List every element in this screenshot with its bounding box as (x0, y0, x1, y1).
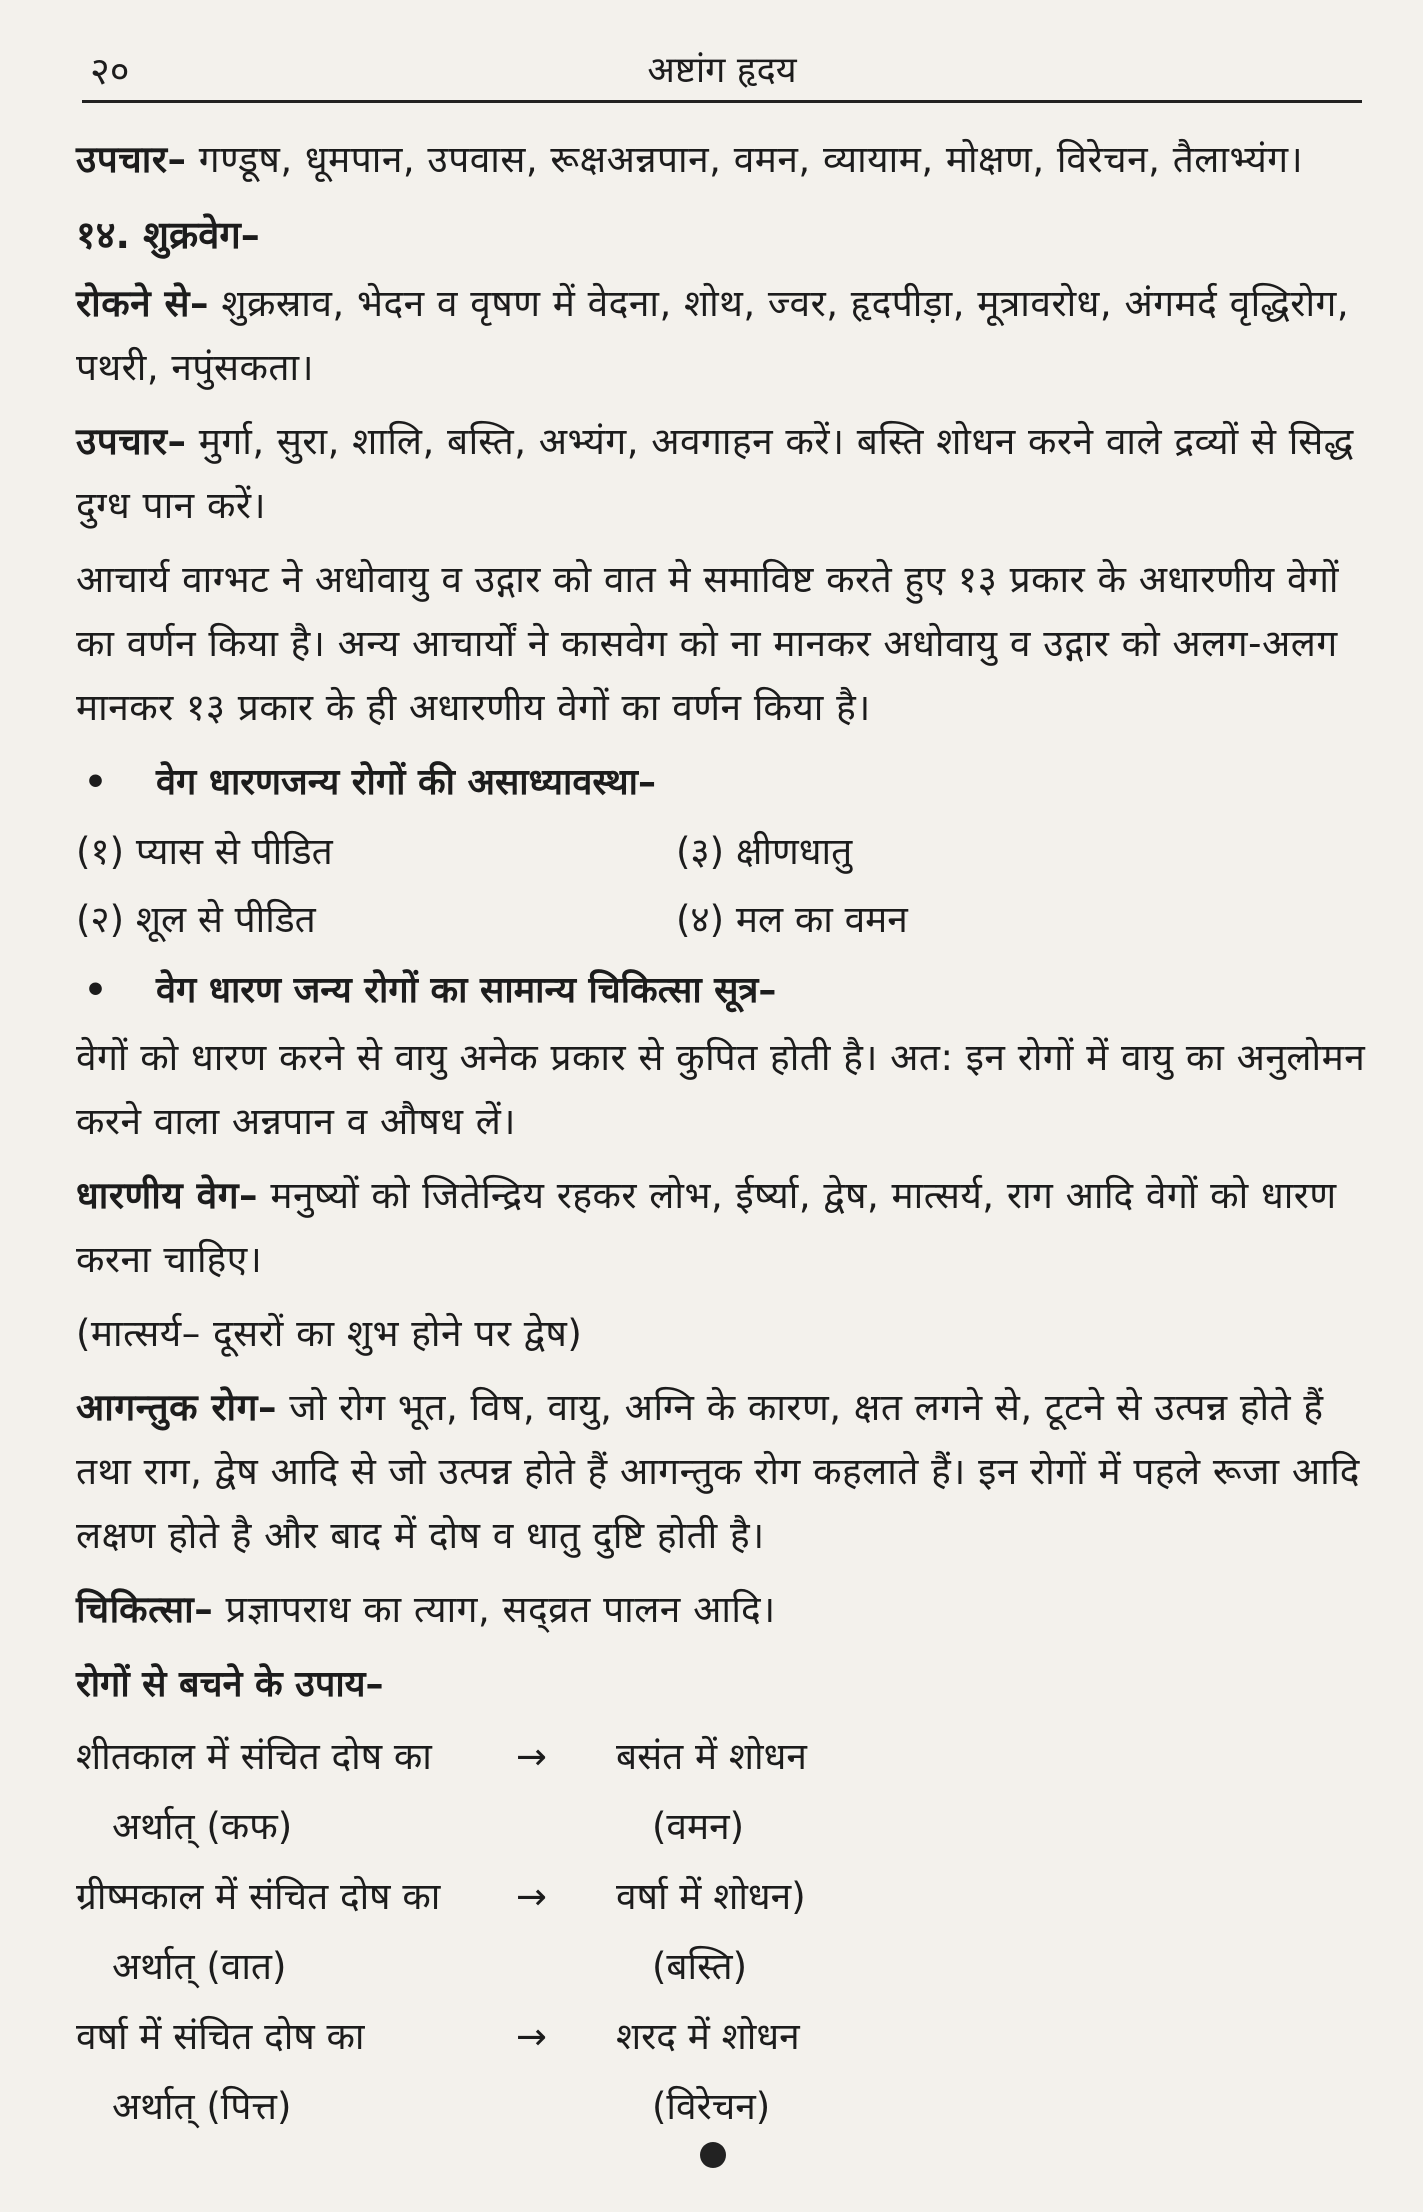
bullet-icon: • (84, 970, 108, 1011)
matsarya-note: (मात्सर्य– दूसरों का शुभ होने पर द्वेष) (76, 1312, 583, 1355)
arrow-right-icon: → (516, 1875, 548, 1918)
flow-source: वर्षा में संचित दोष का (76, 2015, 365, 2058)
list-item: (३) क्षीणधातु (676, 830, 853, 873)
flow-row (76, 1862, 1366, 1932)
flow-target: वर्षा में शोधन) (616, 1875, 806, 1918)
upchar-text-2: मुर्गा, सुरा, शालि, बस्ति, अभ्यंग, अवगाहन करें। बस्ति शोधन करने वाले द्रव्यों से सिद्ध दुग्ध पान करें। (76, 420, 1354, 527)
flow-method: (बस्ति) (652, 1945, 748, 1988)
bullet-heading-asadhya (76, 750, 1366, 816)
list-item: (४) मल का वमन (676, 898, 908, 941)
chikitsa-paragraph (76, 1578, 1366, 1642)
vayu-paragraph: वेगों को धारण करने से वायु अनेक प्रकार से कुपित होती है। अत: इन रोगों में वायु का अनुलोमन करने वाला अन्नपान व औषध लें। (76, 1036, 1366, 1143)
page-content (76, 128, 1366, 2142)
vagbhat-paragraph: आचार्य वाग्भट ने अधोवायु व उद्गार को वात मे समाविष्ट करते हुए १३ प्रकार के अधारणीय वेगों का वर्णन किया है। अन्य आचार्यों ने कासवेग को ना मानकर अधोवायु व उद्गार को अलग-अलग मानकर १३ प्रकार के ही अधारणीय वेगों का वर्णन किया है। (76, 558, 1339, 729)
flow-target: बसंत में शोधन (616, 1735, 807, 1778)
flow-source: ग्रीष्मकाल में संचित दोष का (76, 1875, 441, 1918)
agantuk-rog-text: जो रोग भूत, विष, वायु, अग्नि के कारण, क्षत लगने से, टूटने से उत्पन्न होते हैं तथा राग, द्वेष आदि से जो उत्पन्न होते हैं आगन्तुक रोग कहलाते हैं। इन रोगों में पहले रूजा आदि लक्षण होते है और बाद में दोष व धातु दुष्टि होती है। (76, 1386, 1360, 1557)
section-heading-upay: रोगों से बचने के उपाय– (76, 1664, 384, 1705)
dosha-shodhan-flow (76, 1722, 1366, 2142)
flow-source: शीतकाल में संचित दोष का (76, 1735, 432, 1778)
flow-row (76, 1792, 1366, 1862)
rokne-se-paragraph (76, 272, 1366, 400)
upchar-label: उपचार– (76, 138, 187, 181)
flow-row (76, 1722, 1366, 1792)
upchar-text: गण्डूष, धूमपान, उपवास, रूक्षअन्नपान, वमन, व्यायाम, मोक्षण, विरेचन, तैलाभ्यंग। (186, 138, 1304, 181)
flow-dosha: अर्थात् (पित्त) (112, 2085, 292, 2128)
flow-spacer (516, 1932, 616, 2002)
dharaniya-vega-label: धारणीय वेग– (76, 1174, 259, 1217)
flow-row (76, 1932, 1366, 2002)
bullet-icon: • (84, 762, 108, 803)
flow-dosha: अर्थात् (वात) (112, 1945, 287, 1988)
bullet-heading-text: वेग धारण जन्य रोगों का सामान्य चिकित्सा सूत्र– (156, 970, 777, 1011)
dharaniya-vega-paragraph (76, 1164, 1366, 1292)
running-title: अष्टांग हृदय (647, 50, 797, 91)
bullet-heading-chikitsa-sutra (76, 958, 1366, 1024)
agantuk-rog-label: आगन्तुक रोग– (76, 1386, 277, 1429)
list-item: (२) शूल से पीडित (76, 898, 316, 941)
flow-spacer (516, 1792, 616, 1862)
bullet-heading-text: वेग धारणजन्य रोगों की असाध्यावस्था– (156, 762, 656, 803)
upchar-paragraph-1 (76, 128, 1366, 192)
footer-dot-icon (700, 2142, 726, 2168)
agantuk-rog-paragraph (76, 1376, 1366, 1568)
flow-method: (वमन) (652, 1805, 745, 1848)
flow-method: (विरेचन) (652, 2085, 771, 2128)
flow-row (76, 2002, 1366, 2072)
flow-target: शरद में शोधन (616, 2015, 800, 2058)
rokne-se-text: शुक्रस्राव, भेदन व वृषण में वेदना, शोथ, ज्वर, हृदपीड़ा, मूत्रावरोध, अंगमर्द वृद्धिरोग, पथरी, नपुंसकता। (76, 282, 1350, 389)
flow-spacer (516, 2072, 616, 2142)
arrow-right-icon: → (516, 1735, 548, 1778)
dharaniya-vega-text: मनुष्यों को जितेन्द्रिय रहकर लोभ, ईर्ष्या, द्वेष, मात्सर्य, राग आदि वेगों को धारण करना चाहिए। (76, 1174, 1337, 1281)
flow-dosha: अर्थात् (कफ) (112, 1805, 293, 1848)
page-header (82, 36, 1362, 103)
arrow-right-icon: → (516, 2015, 548, 2058)
list-item: (१) प्यास से पीडित (76, 830, 333, 873)
asadhya-list (76, 818, 1366, 954)
rokne-se-label: रोकने से– (76, 282, 210, 325)
upchar-label-2: उपचार– (76, 420, 187, 463)
upchar-paragraph-2 (76, 410, 1366, 538)
section-heading-shukravega: १४. शुक्रवेग– (76, 213, 260, 257)
chikitsa-text: प्रज्ञापराध का त्याग, सद्व्रत पालन आदि। (213, 1588, 776, 1631)
chikitsa-label: चिकित्सा– (76, 1588, 214, 1631)
flow-row (76, 2072, 1366, 2142)
page-number: २० (90, 49, 130, 93)
